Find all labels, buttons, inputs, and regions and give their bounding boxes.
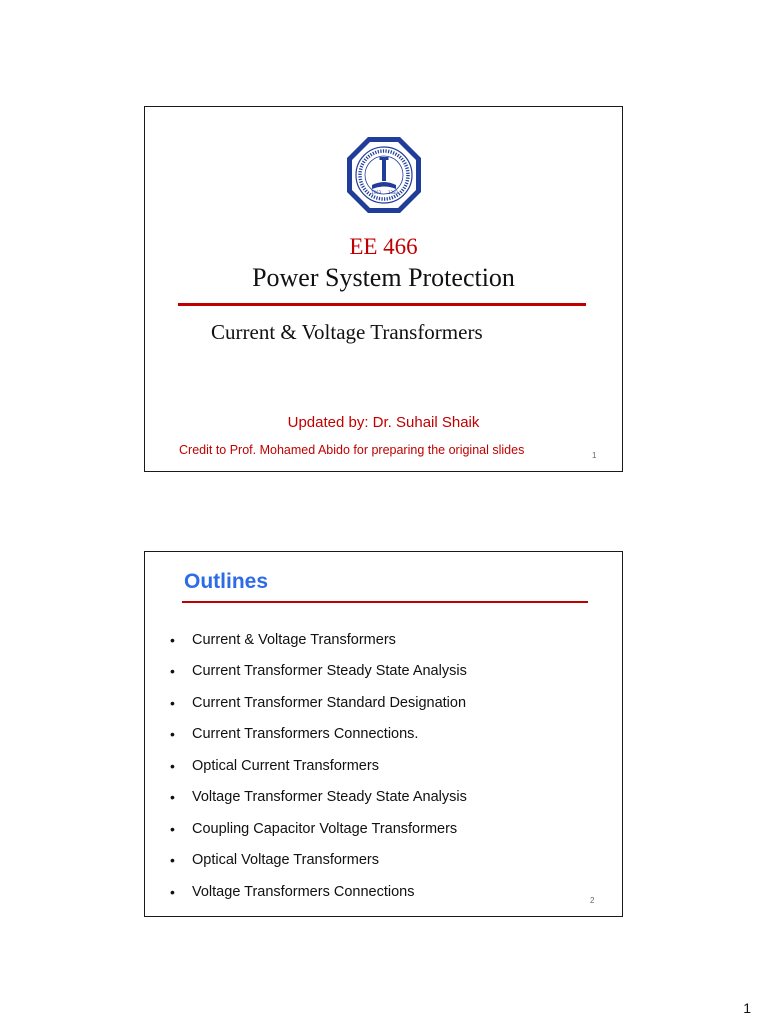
university-seal-icon xyxy=(345,135,423,215)
updated-by: Updated by: Dr. Suhail Shaik xyxy=(287,414,480,431)
bullet-icon: • xyxy=(170,883,175,900)
outline-list xyxy=(170,624,467,908)
bullet-icon: • xyxy=(170,726,175,743)
bullet-icon: • xyxy=(170,757,175,774)
bullet-icon: • xyxy=(170,820,175,837)
bullet-icon: • xyxy=(170,663,175,680)
list-item: • Optical Current Transformers xyxy=(170,757,379,774)
list-item: • Voltage Transformers Connections xyxy=(170,883,415,900)
title-slide xyxy=(144,106,623,472)
list-item: • Optical Voltage Transformers xyxy=(170,852,379,869)
title-divider xyxy=(182,601,588,603)
bullet-icon: • xyxy=(170,789,175,806)
course-code: EE 466 xyxy=(349,234,418,259)
credit-line: Credit to Prof. Mohamed Abido for preparing the original slides xyxy=(179,443,525,457)
slide-number: 1 xyxy=(592,451,597,460)
list-item: • Coupling Capacitor Voltage Transformers xyxy=(170,820,458,837)
seal-year-left: 1963 xyxy=(371,190,382,195)
bullet-icon: • xyxy=(170,694,175,711)
list-item: • Current Transformer Standard Designation xyxy=(170,694,467,711)
seal-year-right: 1383 xyxy=(388,190,399,195)
slide-number: 2 xyxy=(590,896,595,905)
course-title: Power System Protection xyxy=(252,263,515,292)
bullet-icon: • xyxy=(170,852,175,869)
list-item: • Current Transformer Steady State Analysis xyxy=(170,663,467,680)
slide-subtitle: Current & Voltage Transformers xyxy=(211,320,483,344)
list-item: • Voltage Transformer Steady State Analysis xyxy=(170,789,467,806)
outlines-slide xyxy=(144,551,623,917)
slide-title: Outlines xyxy=(184,570,269,593)
list-item: • Current Transformers Connections. xyxy=(170,726,419,743)
list-item: • Current & Voltage Transformers xyxy=(170,631,396,648)
bullet-icon: • xyxy=(170,631,175,648)
page-number: 1 xyxy=(743,1000,751,1016)
title-divider xyxy=(178,303,586,306)
